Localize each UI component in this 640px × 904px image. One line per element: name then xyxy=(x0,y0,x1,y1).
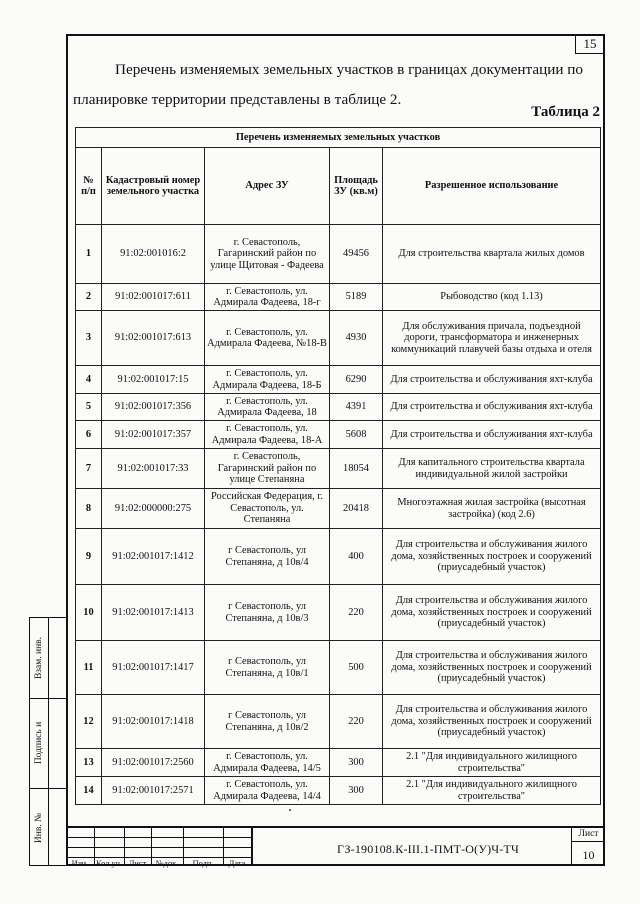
side-label-inv: Инв. № xyxy=(34,812,44,843)
row-address: г. Севастополь, ул. Адмирала Фадеева, 14/5 xyxy=(205,749,330,777)
row-number: 7 xyxy=(76,449,102,489)
row-number: 13 xyxy=(76,749,102,777)
row-number: 6 xyxy=(76,421,102,449)
row-use: Для строительства и обслуживания жилого дома, хозяйственных построек и сооружений (приусадебный участок) xyxy=(383,695,601,749)
row-area: 220 xyxy=(330,585,383,641)
table-label: Таблица 2 xyxy=(531,104,600,120)
row-use: Для обслуживания причала, подъездной дороги, трансформатора и инженерных коммуникаций плавучей базы отдыха и отеля xyxy=(383,311,601,366)
row-number: 1 xyxy=(76,225,102,284)
row-use: Для строительства и обслуживания жилого дома, хозяйственных построек и сооружений (приусадебный участок) xyxy=(383,641,601,695)
row-address: г Севастополь, ул Степаняна, д 10в/2 xyxy=(205,695,330,749)
row-area: 300 xyxy=(330,749,383,777)
row-area: 18054 xyxy=(330,449,383,489)
row-area: 6290 xyxy=(330,366,383,394)
stray-dot xyxy=(289,809,291,811)
row-area: 5189 xyxy=(330,284,383,311)
row-use: Многоэтажная жилая застройка (высотная застройка) (код 2.6) xyxy=(383,489,601,529)
row-use: 2.1 "Для индивидуального жилищного строительства" xyxy=(383,749,601,777)
row-cadastral: 91:02:001017:357 xyxy=(102,421,205,449)
row-cadastral: 91:02:000000:275 xyxy=(102,489,205,529)
row-cadastral: 91:02:001017:611 xyxy=(102,284,205,311)
row-use: Для строительства и обслуживания жилого дома, хозяйственных построек и сооружений (приусадебный участок) xyxy=(383,585,601,641)
intro-line-1: Перечень изменяемых земельных участков в границах документации по xyxy=(115,61,583,78)
table-row xyxy=(76,311,601,366)
table-row xyxy=(76,366,601,394)
row-number: 8 xyxy=(76,489,102,529)
side-label-podpis: Подпись и xyxy=(34,721,45,765)
sheet-label: Лист xyxy=(578,829,599,839)
row-address: г. Севастополь, ул. Адмирала Фадеева, 18-г xyxy=(205,284,330,311)
col-header-number: № п/п xyxy=(76,148,102,225)
sheet-number: 10 xyxy=(582,848,595,862)
row-cadastral: 91:02:001017:2560 xyxy=(102,749,205,777)
row-number: 5 xyxy=(76,394,102,421)
stamp-label-podp: Подп. xyxy=(192,859,214,868)
row-use: Для строительства и обслуживания жилого дома, хозяйственных построек и сооружений (приусадебный участок) xyxy=(383,529,601,585)
table-row xyxy=(76,421,601,449)
table-row xyxy=(76,585,601,641)
row-cadastral: 91:02:001017:1412 xyxy=(102,529,205,585)
row-use: 2.1 "Для индивидуального жилищного строительства" xyxy=(383,777,601,805)
stamp-label-kol: Кол.уч. xyxy=(95,859,122,868)
row-area: 300 xyxy=(330,777,383,805)
table-row xyxy=(76,641,601,695)
table-row xyxy=(76,695,601,749)
table-row xyxy=(76,777,601,805)
side-label-vzam: Взам. инв. xyxy=(34,636,45,680)
row-number: 11 xyxy=(76,641,102,695)
row-address: г. Севастополь, Гагаринский район по улице Щитовая - Фадеева xyxy=(205,225,330,284)
row-address: г. Севастополь, ул. Адмирала Фадеева, 18-А xyxy=(205,421,330,449)
side-stamp xyxy=(29,617,66,866)
row-address: г Севастополь, ул Степаняна, д 10в/4 xyxy=(205,529,330,585)
stamp-label-data: Дата xyxy=(228,859,246,868)
row-address: г. Севастополь, ул. Адмирала Фадеева, 14/4 xyxy=(205,777,330,805)
stamp-label-ndok: №док. xyxy=(155,859,179,868)
row-cadastral: 91:02:001017:1418 xyxy=(102,695,205,749)
row-address: г. Севастополь, Гагаринский район по улице Степаняна xyxy=(205,449,330,489)
intro-paragraph xyxy=(73,55,583,115)
row-cadastral: 91:02:001016:2 xyxy=(102,225,205,284)
table-row xyxy=(76,529,601,585)
row-use: Для капитального строительства квартала индивидуальной жилой застройки xyxy=(383,449,601,489)
top-page-number: 15 xyxy=(575,34,605,54)
intro-line-2: планировке территории представлены в таблице 2. xyxy=(73,91,402,108)
row-number: 14 xyxy=(76,777,102,805)
stamp-label-izm: Изм. xyxy=(71,859,89,868)
table-row xyxy=(76,225,601,284)
stamp-label-list: Лист xyxy=(128,859,147,868)
table-row xyxy=(76,394,601,421)
table-caption: Перечень изменяемых земельных участков xyxy=(76,128,601,148)
table-row xyxy=(76,489,601,529)
row-number: 12 xyxy=(76,695,102,749)
row-number: 2 xyxy=(76,284,102,311)
row-number: 4 xyxy=(76,366,102,394)
row-address: г. Севастополь, ул. Адмирала Фадеева, 18-Б xyxy=(205,366,330,394)
document-code: ГЗ-190108.К-III.1-ПМТ-О(У)Ч-ТЧ xyxy=(337,842,519,856)
row-cadastral: 91:02:001017:613 xyxy=(102,311,205,366)
row-cadastral: 91:02:001017:1413 xyxy=(102,585,205,641)
table-row xyxy=(76,449,601,489)
row-address: г. Севастополь, ул. Адмирала Фадеева, 18 xyxy=(205,394,330,421)
row-address: г Севастополь, ул Степаняна, д 10в/1 xyxy=(205,641,330,695)
table-row xyxy=(76,284,601,311)
row-use: Для строительства и обслуживания яхт-клуба xyxy=(383,421,601,449)
row-cadastral: 91:02:001017:1417 xyxy=(102,641,205,695)
row-number: 9 xyxy=(76,529,102,585)
row-area: 5608 xyxy=(330,421,383,449)
row-area: 400 xyxy=(330,529,383,585)
row-area: 500 xyxy=(330,641,383,695)
row-address: г. Севастополь, ул. Адмирала Фадеева, №18-В xyxy=(205,311,330,366)
row-area: 20418 xyxy=(330,489,383,529)
col-header-address: Адрес ЗУ xyxy=(205,148,330,225)
row-number: 3 xyxy=(76,311,102,366)
row-area: 4930 xyxy=(330,311,383,366)
row-use: Рыбоводство (код 1.13) xyxy=(383,284,601,311)
row-number: 10 xyxy=(76,585,102,641)
row-area: 4391 xyxy=(330,394,383,421)
col-header-cadastral: Кадастровый номер земельного участка xyxy=(102,148,205,225)
col-header-area: Площадь ЗУ (кв.м) xyxy=(330,148,383,225)
row-use: Для строительства квартала жилых домов xyxy=(383,225,601,284)
row-use: Для строительства и обслуживания яхт-клуба xyxy=(383,366,601,394)
row-area: 220 xyxy=(330,695,383,749)
row-use: Для строительства и обслуживания яхт-клуба xyxy=(383,394,601,421)
row-cadastral: 91:02:001017:356 xyxy=(102,394,205,421)
land-plots-table xyxy=(75,127,601,805)
row-cadastral: 91:02:001017:2571 xyxy=(102,777,205,805)
row-address: г Севастополь, ул Степаняна, д 10в/3 xyxy=(205,585,330,641)
row-area: 49456 xyxy=(330,225,383,284)
col-header-use: Разрешенное использование xyxy=(383,148,601,225)
table-row xyxy=(76,749,601,777)
title-block xyxy=(66,826,605,866)
row-cadastral: 91:02:001017:33 xyxy=(102,449,205,489)
row-cadastral: 91:02:001017:15 xyxy=(102,366,205,394)
row-address: Российская Федерация, г. Севастополь, ул. Степаняна xyxy=(205,489,330,529)
